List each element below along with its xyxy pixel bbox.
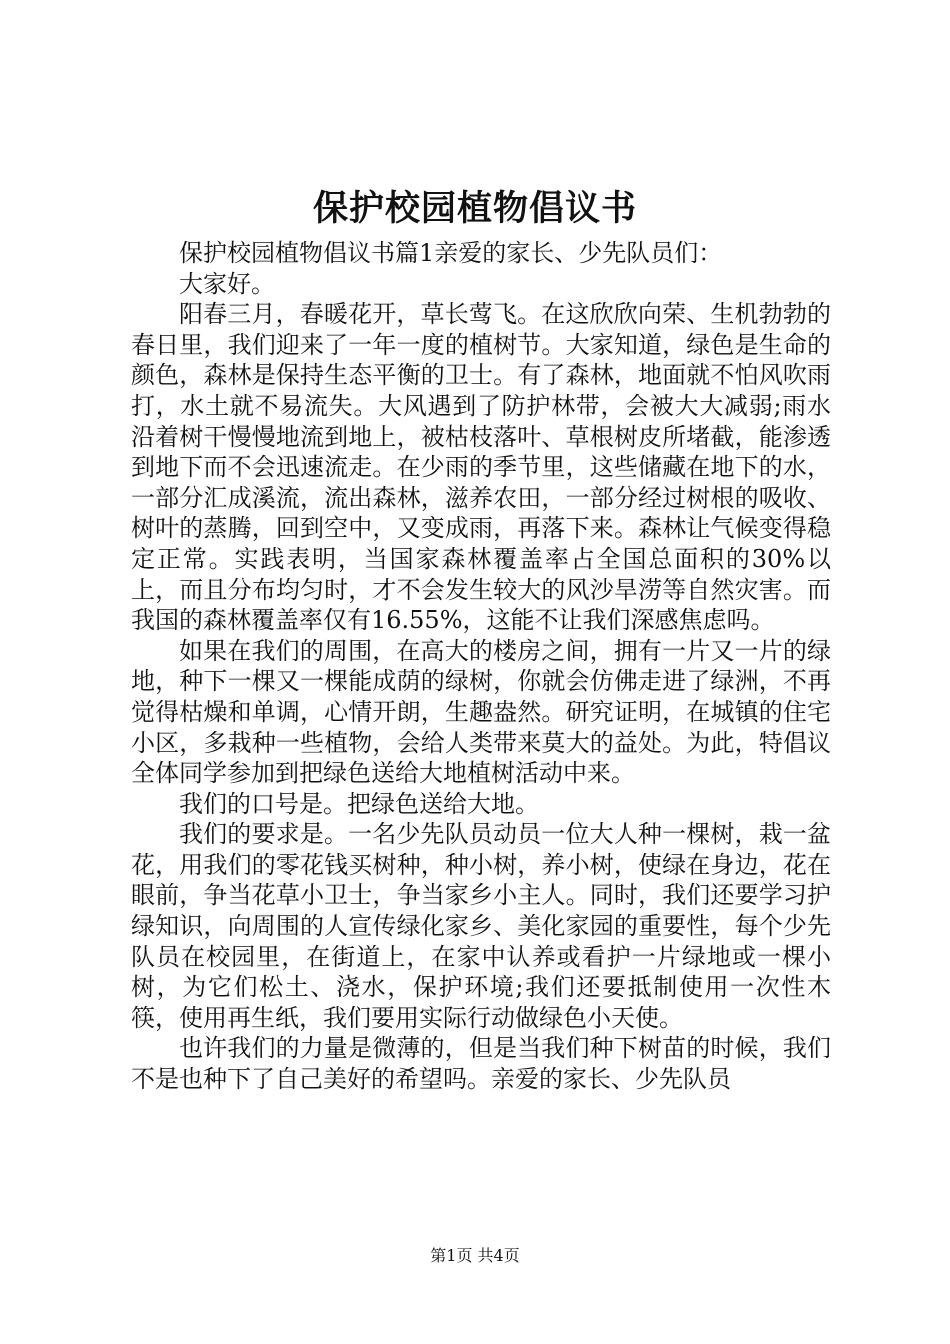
paragraph-requirements: 我们的要求是。一名少先队员动员一位大人种一棵树，栽一盆花，用我们的零花钱买树种，种小树，养小树，使绿在身边，花在眼前，争当花草小卫士，争当家乡小主人。同时，我们还要学习护绿知识，向周围的人宣传绿化家乡、美化家园的重要性，每个少先队员在校园里，在街道上，在家中认养或看护一片绿地或一棵小树，为它们松土、浇水，保护环境;我们还要抵制使用一次性木筷，使用再生纸，我们要用实际行动做绿色小天使。 xyxy=(131,820,831,1032)
paragraph-salutation: 保护校园植物倡议书篇1亲爱的家长、少先队员们： xyxy=(179,239,723,267)
paragraph-greenland: 如果在我们的周围，在高大的楼房之间，拥有一片又一片的绿地，种下一棵又一棵能成荫的绿树，你就会仿佛走进了绿洲，不再觉得枯燥和单调，心情开朗，生趣盎然。研究证明，在城镇的住宅小区，多栽种一些植物，会给人类带来莫大的益处。为此，特倡议全体同学参加到把绿色送给大地植树活动中来。 xyxy=(131,636,831,788)
paragraph-greeting: 大家好。 xyxy=(179,269,275,298)
document-title: 保护校园植物倡议书 xyxy=(312,188,637,229)
page-number-footer: 第1页 共4页 xyxy=(430,1246,520,1265)
paragraph-hope: 也许我们的力量是微薄的，但是当我们种下树苗的时候，我们不是也种下了自己美好的希望吗。亲爱的家长、少先队员 xyxy=(131,1034,831,1094)
paragraph-forest: 阳春三月，春暖花开，草长莺飞。在这欣欣向荣、生机勃勃的春日里，我们迎来了一年一度的植树节。大家知道，绿色是生命的颜色，森林是保持生态平衡的卫士。有了森林，地面就不怕风吹雨打，水土就不易流失。大风遇到了防护林带，会被大大减弱;雨水沿着树干慢慢地流到地上，被枯枝落叶、草根树皮所堵截，能渗透到地下而不会迅速流走。在少雨的季节里，这些储藏在地下的水，一部分汇成溪流，流出森林，滋养农田，一部分经过树根的吸收、树叶的蒸腾，回到空中，又变成雨，再落下来。森林让气候变得稳定正常。实践表明，当国家森林覆盖率占全国总面积的30%以上，而且分布均匀时，才不会发生较大的风沙旱涝等自然灾害。而我国的森林覆盖率仅有16.55%，这能不让我们深感焦虑吗。 xyxy=(131,300,831,635)
paragraph-slogan: 我们的口号是。把绿色送给大地。 xyxy=(179,789,539,818)
document-body xyxy=(131,238,831,1095)
